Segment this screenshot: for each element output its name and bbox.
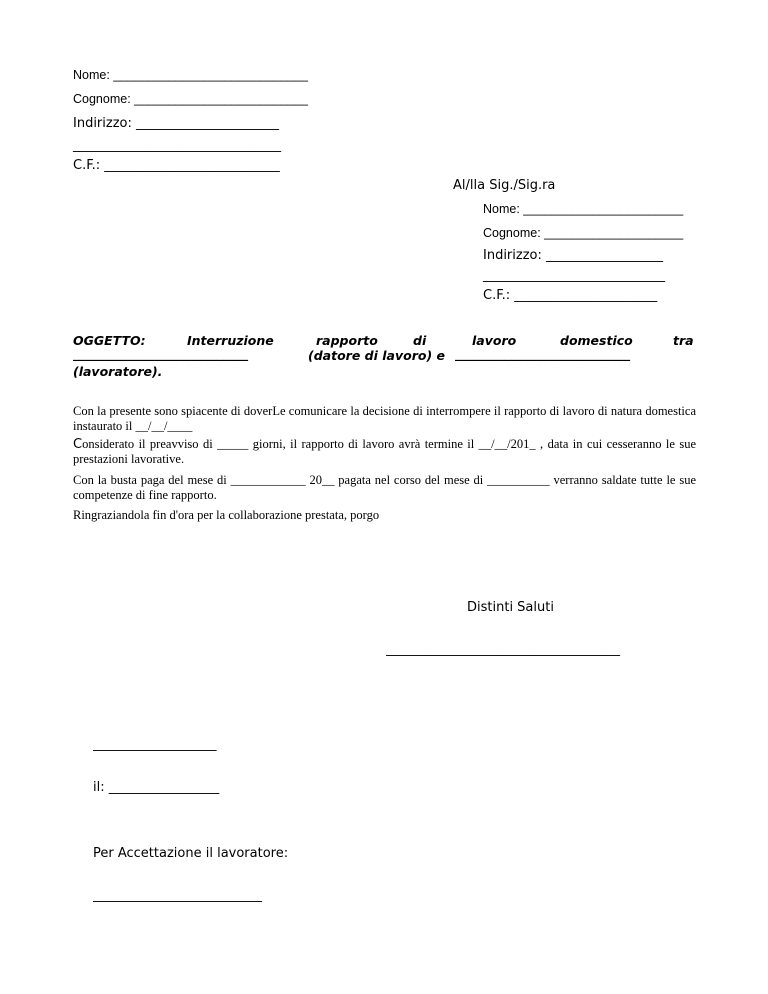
- subject-word: domestico: [560, 333, 633, 348]
- recipient-cognome: Cognome: ____________________: [483, 226, 684, 240]
- recipient-salutation: Al/lla Sig./Sig.ra: [453, 178, 556, 193]
- acceptance-label: Per Accettazione il lavoratore:: [93, 846, 289, 861]
- body-paragraph-3: Con la busta paga del mese di ____________ 20__ pagata nel corso del mese di __________ verranno saldate tutte le sue competenze di fine rapporto.: [73, 473, 696, 502]
- subject-word: di: [413, 333, 427, 348]
- body-paragraph-2-text: onsiderato il preavviso di _____ giorni, il rapporto di lavoro avrà termine il __/__/201_ , data in cui cesseranno le sue prestazioni lavorative.: [73, 437, 696, 466]
- body-paragraph-2: [73, 437, 696, 467]
- sender-cognome: Cognome: _________________________: [73, 92, 308, 106]
- body-paragraph-4: Ringraziandola fin d'ora per la collaborazione prestata, porgo: [73, 508, 380, 522]
- recipient-nome: Nome: _______________________: [483, 202, 684, 216]
- recipient-indirizzo: Indirizzo: __________________: [483, 248, 664, 263]
- acceptance-signature-line: __________________________: [93, 888, 262, 903]
- recipient-indirizzo-line2: ____________________________: [483, 268, 665, 283]
- subject-lavoratore-blank: ____________________________: [455, 346, 630, 361]
- body-paragraph-1: Con la presente sono spiacente di doverLe comunicare la decisione di interrompere il rapporto di lavoro di natura domestica instaurato il __/__/____: [73, 404, 696, 433]
- date-field: il: _________________: [93, 780, 220, 795]
- place-line: ___________________: [93, 737, 217, 752]
- subject-word: rapporto: [316, 333, 378, 348]
- closing-saluti: Distinti Saluti: [467, 600, 554, 615]
- signature-line: ____________________________________: [386, 642, 620, 657]
- sender-indirizzo-line2: ________________________________: [73, 138, 281, 153]
- drop-letter: C: [73, 437, 83, 452]
- recipient-cf: C.F.: ______________________: [483, 288, 658, 303]
- subject-word: Interruzione: [187, 333, 274, 348]
- subject-word: lavoro: [472, 333, 517, 348]
- subject-datore-label: (datore di lavoro) e: [308, 348, 445, 363]
- sender-nome: Nome: ____________________________: [73, 68, 308, 82]
- subject-label: OGGETTO:: [73, 333, 146, 348]
- sender-cf: C.F.: ___________________________: [73, 158, 280, 173]
- subject-lavoratore-label: (lavoratore).: [73, 364, 163, 379]
- subject-word: tra: [673, 333, 694, 348]
- subject-datore-blank: ____________________________: [73, 346, 248, 361]
- sender-indirizzo: Indirizzo: ______________________: [73, 116, 280, 131]
